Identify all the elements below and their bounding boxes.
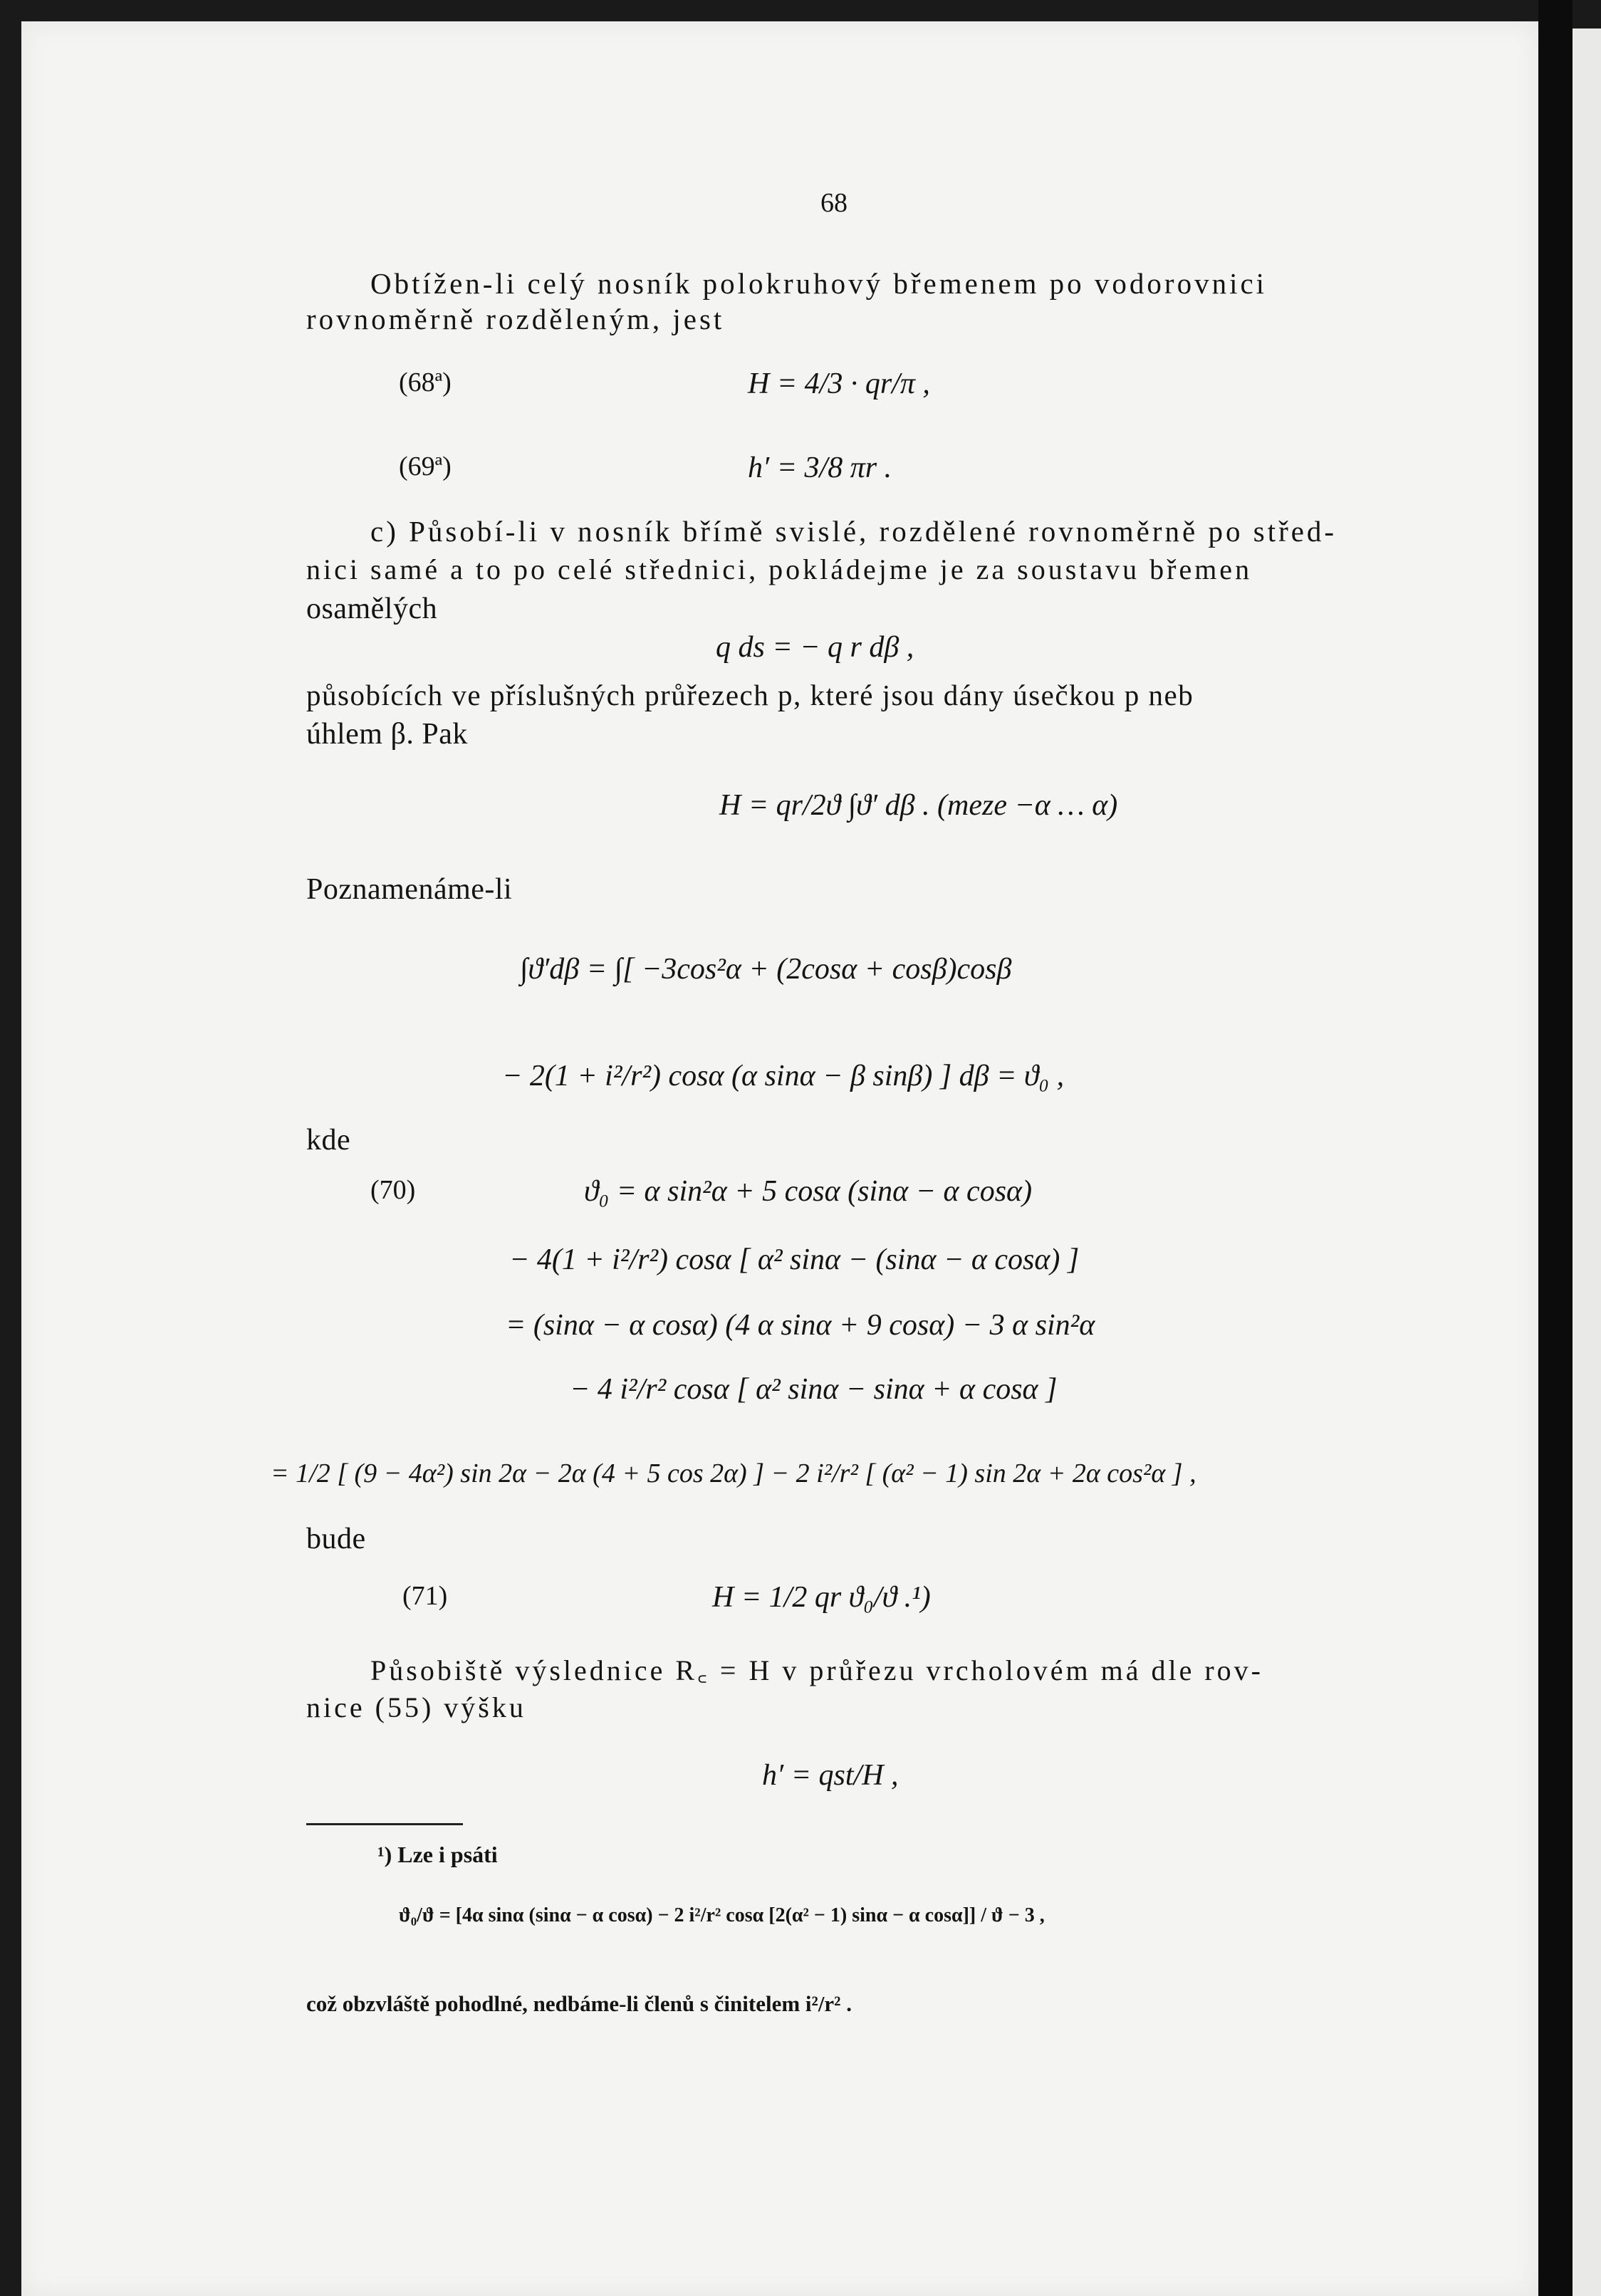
paragraph-3-line-1: působících ve příslušných průřezech p, které jsou dány úsečkou p neb [306, 679, 1194, 711]
eq71: H = 1/2 qr ϑ₀/ϑ .¹) [712, 1581, 931, 1614]
paragraph-5-line-1: Působiště výslednice R꜀ = H v průřezu vrcholovém má dle rov- [370, 1654, 1263, 1686]
eq70-label: (70) [370, 1175, 416, 1205]
eq-H-integral: H = qr/2ϑ ∫ϑ′ dβ . (meze −α … α) [719, 789, 1118, 822]
eq-qds: q ds = − q r dβ , [716, 631, 914, 664]
eq-integral-line-1: ∫ϑ′dβ = ∫[ −3cos²α + (2cosα + cosβ)cosβ [520, 953, 1012, 986]
eq68a: H = 4/3 · qr/π , [748, 367, 930, 400]
eq-h-prime: h′ = qst/H , [762, 1759, 899, 1792]
eq69a: h′ = 3/8 πr . [748, 452, 892, 484]
eq-integral-line-2: − 2(1 + i²/r²) cosα (α sinα − β sinβ) ] dβ = ϑ₀ , [502, 1060, 1065, 1092]
word-bude: bude [306, 1523, 366, 1555]
eq68a-label: (68ª) [399, 367, 452, 397]
eq70-line-2: − 4(1 + i²/r²) cosα [ α² sinα − (sinα − α cosα) ] [509, 1243, 1080, 1276]
footnote-rule [306, 1823, 463, 1825]
paragraph-2-line-2: nici samé a to po celé střednici, pokládejme je za soustavu břemen [306, 553, 1253, 585]
word-kde: kde [306, 1124, 351, 1157]
next-page-edge [1573, 28, 1601, 2296]
paragraph-2-line-3: osamělých [306, 593, 438, 625]
paragraph-4: Poznamenáme-li [306, 873, 513, 906]
paragraph-1-line-1: Obtížen-li celý nosník polokruhový břemenem po vodorovnici [370, 267, 1268, 300]
eq70-line-3: = (sinα − α cosα) (4 α sinα + 9 cosα) − 3 α sin²α [506, 1309, 1095, 1342]
eq70-line-1: ϑ₀ = α sin²α + 5 cosα (sinα − α cosα) [584, 1175, 1033, 1208]
eq70-line-5: = 1/2 [ (9 − 4α²) sin 2α − 2α (4 + 5 cos 2α) ] − 2 i²/r² [ (α² − 1) sin 2α + 2α cos²α ] , [271, 1459, 1196, 1488]
book-page [21, 21, 1538, 2296]
paragraph-3-line-2: úhlem β. Pak [306, 718, 468, 751]
eq69a-label: (69ª) [399, 452, 452, 481]
eq70-line-4: − 4 i²/r² cosα [ α² sinα − sinα + α cosα ] [570, 1373, 1058, 1406]
paragraph-5-line-2: nice (55) výšku [306, 1691, 526, 1723]
footnote-equation: ϑ₀/ϑ = [4α sinα (sinα − α cosα) − 2 i²/r² cosα [2(α² − 1) sinα − α cosα]] / ϑ − 3 , [399, 1904, 1045, 1926]
footnote-line-1: ¹) Lze i psáti [377, 1842, 498, 1867]
page-number: 68 [820, 188, 848, 218]
eq71-label: (71) [402, 1581, 448, 1611]
footnote-line-2: což obzvláště pohodlné, nedbáme-li členů s činitelem i²/r² . [306, 1991, 852, 2016]
paragraph-2-line-1: c) Působí-li v nosník břímě svislé, rozdělené rovnoměrně po střed- [370, 515, 1337, 548]
paragraph-1-line-2: rovnoměrně rozděleným, jest [306, 303, 725, 335]
scan-gap [1538, 0, 1573, 2296]
